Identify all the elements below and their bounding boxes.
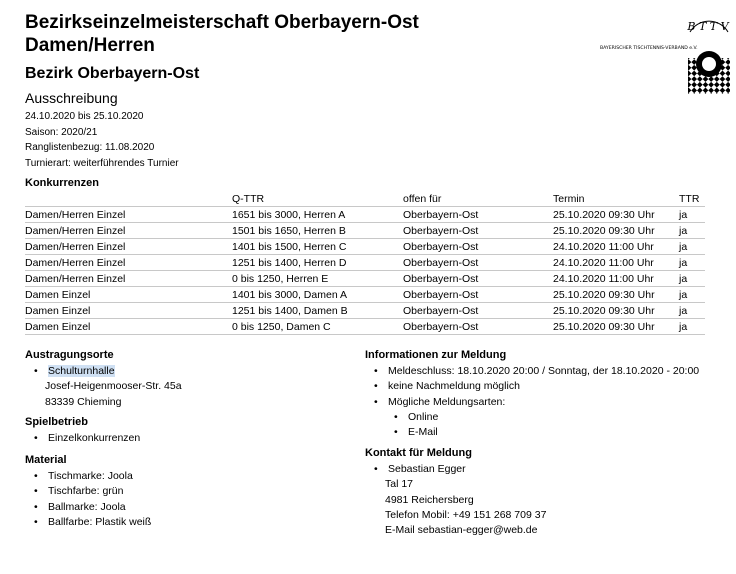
cell-qttr: 1401 bis 1500, Herren C [232, 239, 403, 255]
cell-qttr: 1501 bis 1650, Herren B [232, 223, 403, 239]
logo-text: BAYERISCHER TISCHTENNIS-VERBAND e.V. [600, 46, 698, 51]
bullet: • [34, 485, 38, 498]
austragungsorte-block [25, 364, 182, 410]
table-row [25, 255, 705, 271]
material-item: Tischmarke: Joola [48, 470, 133, 482]
cell-konkurrenz: Damen/Herren Einzel [25, 223, 232, 239]
venue-street: Josef-Heigenmooser-Str. 45a [45, 380, 182, 393]
venue-city: 83339 Chieming [45, 395, 122, 408]
table-row [25, 303, 705, 319]
col-header-offen: offen für [403, 191, 553, 207]
cell-offen: Oberbayern-Ost [403, 287, 553, 303]
cell-termin: 24.10.2020 11:00 Uhr [553, 239, 679, 255]
meldung-heading: Informationen zur Meldung [365, 349, 507, 361]
spielbetrieb-block [25, 431, 140, 446]
cell-konkurrenz: Damen Einzel [25, 319, 232, 335]
material-item: Tischfarbe: grün [48, 485, 124, 498]
table-row [25, 207, 705, 223]
ranglistenbezug: Ranglistenbezug: 11.08.2020 [25, 142, 155, 153]
cell-konkurrenz: Damen/Herren Einzel [25, 271, 232, 287]
cell-offen: Oberbayern-Ost [403, 303, 553, 319]
cell-ttr: ja [679, 287, 705, 303]
meldungsart-online: Online [408, 410, 439, 423]
contact-city: 4981 Reichersberg [385, 493, 474, 506]
cell-termin: 25.10.2020 09:30 Uhr [553, 303, 679, 319]
cell-termin: 25.10.2020 09:30 Uhr [553, 223, 679, 239]
cell-konkurrenz: Damen/Herren Einzel [25, 239, 232, 255]
cell-konkurrenz: Damen/Herren Einzel [25, 207, 232, 223]
table-row [25, 223, 705, 239]
cell-ttr: ja [679, 207, 705, 223]
col-header-konkurrenz [25, 191, 232, 207]
cell-qttr: 1401 bis 3000, Damen A [232, 287, 403, 303]
cell-konkurrenz: Damen Einzel [25, 287, 232, 303]
meldung-block [365, 364, 699, 440]
cell-ttr: ja [679, 239, 705, 255]
cell-termin: 25.10.2020 09:30 Uhr [553, 319, 679, 335]
contact-name: Sebastian Egger [388, 463, 466, 475]
cell-offen: Oberbayern-Ost [403, 271, 553, 287]
cell-offen: Oberbayern-Ost [403, 319, 553, 335]
cell-qttr: 1251 bis 1400, Herren D [232, 255, 403, 271]
cell-offen: Oberbayern-Ost [403, 223, 553, 239]
cell-offen: Oberbayern-Ost [403, 239, 553, 255]
col-header-termin: Termin [553, 191, 679, 207]
page-title: Bezirkseinzelmeisterschaft Oberbayern-Ost [25, 12, 419, 33]
bullet: • [394, 426, 398, 439]
meldungsarten-label: Mögliche Meldungsarten: [388, 395, 506, 408]
konkurrenzen-table [25, 191, 705, 335]
cell-konkurrenz: Damen Einzel [25, 303, 232, 319]
bullet: • [34, 470, 38, 482]
meldeschluss: Meldeschluss: 18.10.2020 20:00 / Sonntag, der 18.10.2020 - 20:00 [388, 365, 700, 377]
saison: Saison: 2020/21 [25, 126, 98, 138]
page-subtitle: Damen/Herren [25, 35, 155, 56]
bullet: • [34, 432, 38, 444]
ausschreibung-heading: Ausschreibung [25, 90, 118, 106]
cell-offen: Oberbayern-Ost [403, 255, 553, 271]
material-item: Ballfarbe: Plastik weiß [48, 515, 152, 528]
spielbetrieb-item: Einzelkonkurrenzen [48, 432, 141, 444]
turnierart: Turnierart: weiterführendes Turnier [25, 157, 179, 169]
material-item: Ballmarke: Joola [48, 500, 126, 513]
bullet: • [374, 380, 378, 393]
cell-ttr: ja [679, 255, 705, 271]
cell-termin: 25.10.2020 09:30 Uhr [553, 287, 679, 303]
cell-qttr: 1251 bis 1400, Damen B [232, 303, 403, 319]
table-header-row [25, 191, 705, 207]
contact-phone: Telefon Mobil: +49 151 268 709 37 [385, 508, 547, 521]
bullet: • [374, 463, 378, 475]
kontakt-block [365, 462, 546, 538]
table-row [25, 287, 705, 303]
cell-konkurrenz: Damen/Herren Einzel [25, 255, 232, 271]
date-range: 24.10.2020 bis 25.10.2020 [25, 111, 144, 122]
bullet: • [34, 365, 38, 377]
meta-block [25, 109, 179, 171]
table-row [25, 271, 705, 287]
cell-ttr: ja [679, 319, 705, 335]
cell-offen: Oberbayern-Ost [403, 207, 553, 223]
material-heading: Material [25, 454, 67, 466]
contact-street: Tal 17 [385, 478, 414, 491]
austragungsorte-heading: Austragungsorte [25, 349, 114, 361]
nachmeldung: keine Nachmeldung möglich [388, 380, 520, 393]
cell-qttr: 0 bis 1250, Herren E [232, 271, 403, 287]
col-header-ttr: TTR [679, 191, 705, 207]
bullet: • [34, 515, 38, 528]
cell-termin: 24.10.2020 11:00 Uhr [553, 271, 679, 287]
contact-email: E-Mail sebastian-egger@web.de [385, 524, 538, 537]
bullet: • [374, 395, 378, 408]
logo-letters: B T T V [687, 20, 729, 33]
cell-qttr: 1651 bis 3000, Herren A [232, 207, 403, 223]
cell-ttr: ja [679, 271, 705, 287]
cell-qttr: 0 bis 1250, Damen C [232, 319, 403, 335]
bullet: • [374, 365, 378, 377]
cell-ttr: ja [679, 303, 705, 319]
table-row [25, 319, 705, 335]
col-header-qttr: Q-TTR [232, 191, 403, 207]
cell-termin: 24.10.2020 11:00 Uhr [553, 255, 679, 271]
cell-ttr: ja [679, 223, 705, 239]
meldungsart-email: E-Mail [408, 426, 438, 439]
bttv-logo [598, 14, 730, 94]
konkurrenzen-heading: Konkurrenzen [25, 177, 99, 189]
cell-termin: 25.10.2020 09:30 Uhr [553, 207, 679, 223]
material-block [25, 469, 151, 530]
bezirk-heading: Bezirk Oberbayern-Ost [25, 65, 200, 82]
venue-name[interactable]: Schulturnhalle [48, 365, 115, 377]
spielbetrieb-heading: Spielbetrieb [25, 416, 88, 428]
table-row [25, 239, 705, 255]
bullet: • [394, 410, 398, 423]
kontakt-heading: Kontakt für Meldung [365, 447, 472, 459]
bullet: • [34, 500, 38, 513]
